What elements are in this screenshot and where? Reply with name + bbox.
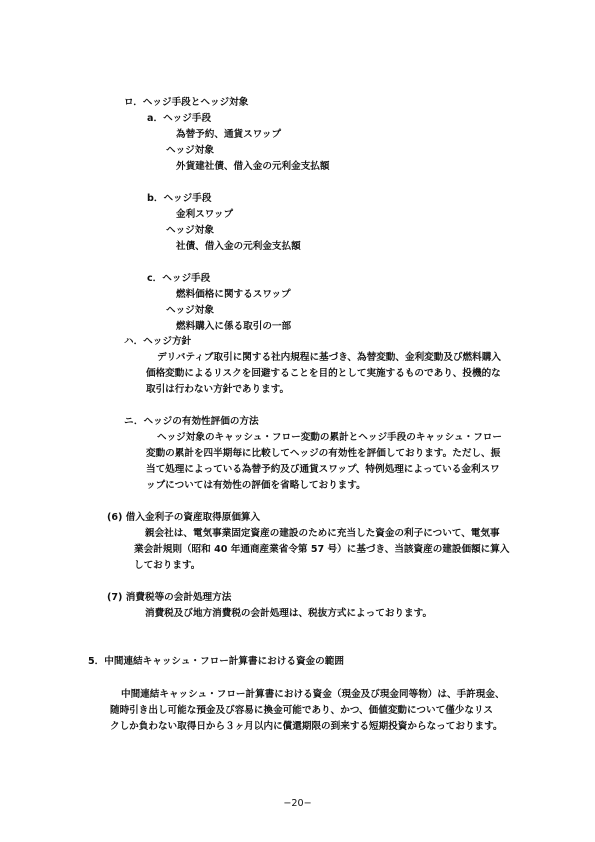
section-7-heading: (7) 消費税等の会計処理方法	[107, 592, 232, 603]
section-ha-heading: ハ．ヘッジ方針	[124, 336, 192, 347]
paragraph-line: 取引は行わない方針であります。	[146, 384, 290, 395]
paragraph-line: 当て処理によっている為替予約及び通貨スワップ、特例処理によっている金利スワ	[146, 464, 500, 475]
section-ni-heading: ニ．ヘッジの有効性評価の方法	[124, 416, 259, 427]
paragraph-line: 消費税及び地方消費税の会計処理は、税抜方式によっております。	[145, 608, 433, 619]
item-c-means-label: c．ヘッジ手段	[147, 273, 211, 284]
item-a-means-label: a．ヘッジ手段	[147, 113, 212, 124]
item-b-means: 金利スワップ	[176, 209, 234, 220]
item-a-means: 為替予約、通貨スワップ	[176, 129, 282, 140]
item-b-means-label: b．ヘッジ手段	[147, 193, 212, 204]
paragraph-line: 価格変動によるリスクを回避することを目的として実施するものであり、投機的な	[146, 368, 501, 379]
section-6-heading: (6) 借入金利子の資産取得原価算入	[107, 512, 261, 523]
paragraph-line: ップについては有効性の評価を省略しております。	[146, 480, 366, 491]
item-b-target: 社債、借入金の元利金支払額	[176, 241, 301, 252]
section-ro-heading: ロ．ヘッジ手段とヘッジ対象	[124, 97, 249, 108]
page-number: −20−	[283, 798, 312, 809]
item-c-means: 燃料価格に関するスワップ	[176, 289, 291, 300]
paragraph-line: 親会社は、電気事業固定資産の建設のために充当した資金の利子について、電気事	[145, 528, 500, 539]
item-b-target-label: ヘッジ対象	[166, 225, 214, 236]
paragraph-line: デリバティブ取引に関する社内規程に基づき、為替変動、金利変動及び燃料購入	[157, 352, 501, 363]
paragraph-line: ヘッジ対象のキャッシュ・フロー変動の累計とヘッジ手段のキャッシュ・フロー	[157, 432, 502, 443]
paragraph-line: 変動の累計を四半期毎に比較してヘッジの有効性を評価しております。ただし、振	[146, 448, 501, 459]
section-5-heading: 5．中間連結キャッシュ・フロー計算書における資金の範囲	[88, 656, 344, 667]
paragraph-line: クしか負わない取得日から３ヶ月以内に償還期限の到来する短期投資からなっております。	[110, 721, 503, 732]
item-a-target-label: ヘッジ対象	[166, 145, 214, 156]
item-a-target: 外貨建社債、借入金の元利金支払額	[176, 161, 330, 172]
paragraph-line: 随時引き出し可能な預金及び容易に換金可能であり、かつ、価値変動について僅少なリス	[110, 705, 493, 716]
item-c-target-label: ヘッジ対象	[166, 305, 214, 316]
item-c-target: 燃料購入に係る取引の一部	[176, 321, 292, 332]
paragraph-line: しております。	[134, 560, 201, 571]
paragraph-line: 中間連結キャッシュ・フロー計算書における資金（現金及び現金同等物）は、手許現金、	[121, 689, 505, 700]
paragraph-line: 業会計規則（昭和 40 年通商産業省令第 57 号）に基づき、当該資産の建設価額に算入	[134, 544, 510, 555]
